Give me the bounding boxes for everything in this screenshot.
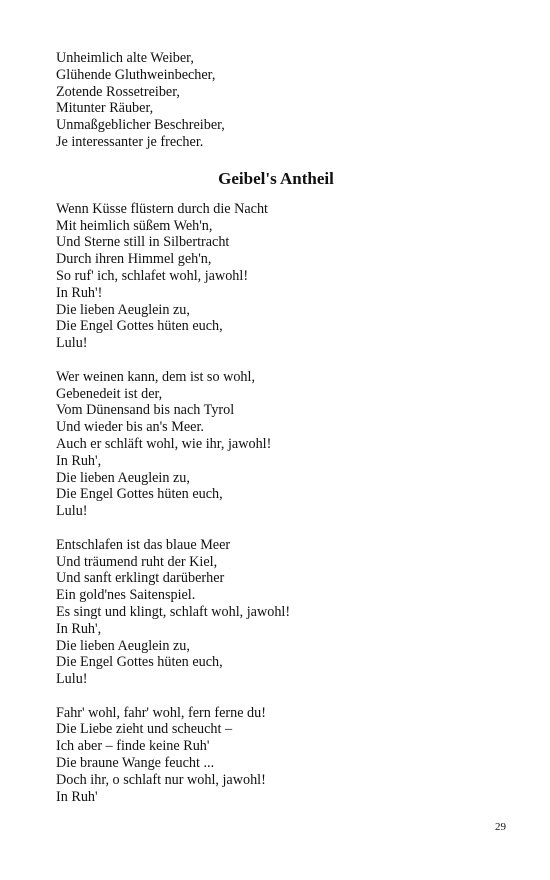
- verse-line: Durch ihren Himmel geh'n,: [56, 251, 212, 268]
- verse-line: Wer weinen kann, dem ist so wohl,: [56, 368, 256, 385]
- verse-line: Und Sterne still in Silbertracht: [56, 234, 230, 251]
- text-block: [56, 50, 516, 805]
- verse-line: Die lieben Aeuglein zu,: [56, 301, 190, 318]
- verse-line: Die Engel Gottes hüten euch,: [56, 318, 223, 335]
- verse-line: Und träumend ruht der Kiel,: [56, 553, 218, 570]
- verse-line: Es singt und klingt, schlaft wohl, jawohl!: [56, 603, 291, 620]
- verse-line: Entschlafen ist das blaue Meer: [56, 536, 231, 553]
- stanza-3: [56, 537, 516, 688]
- page-number: 29: [495, 821, 506, 833]
- stanza-1: [56, 201, 516, 352]
- stanza-2: [56, 369, 516, 520]
- verse-line: Die Engel Gottes hüten euch,: [56, 486, 223, 503]
- verse-line: Auch er schläft wohl, wie ihr, jawohl!: [56, 435, 272, 452]
- verse-line: Die braune Wange feucht ...: [56, 755, 215, 772]
- verse-line: Gebenedeit ist der,: [56, 385, 163, 402]
- verse-line: Wenn Küsse flüstern durch die Nacht: [56, 200, 269, 217]
- verse-line: Ein gold'nes Saitenspiel.: [56, 587, 196, 604]
- verse-line: Die Engel Gottes hüten euch,: [56, 654, 223, 671]
- verse-line: In Ruh'!: [56, 284, 103, 301]
- verse-line: Lulu!: [56, 335, 88, 352]
- verse-line: Lulu!: [56, 503, 88, 520]
- verse-line: In Ruh': [56, 788, 98, 805]
- poem-title: Geibel's Antheil: [218, 168, 334, 188]
- verse-line: Lulu!: [56, 671, 88, 688]
- verse-line: Zotende Rossetreiber,: [56, 83, 180, 100]
- verse-line: Mit heimlich süßem Weh'n,: [56, 217, 213, 234]
- verse-line: Ich aber – finde keine Ruh': [56, 738, 210, 755]
- stanza-4: [56, 705, 516, 806]
- verse-line: Doch ihr, o schlaft nur wohl, jawohl!: [56, 771, 266, 788]
- verse-line: Die lieben Aeuglein zu,: [56, 637, 190, 654]
- verse-line: Glühende Gluthweinbecher,: [56, 66, 216, 83]
- verse-line: Unheimlich alte Weiber,: [56, 50, 194, 66]
- intro-stanza: [56, 50, 516, 151]
- verse-line: Und wieder bis an's Meer.: [56, 419, 204, 436]
- verse-line: In Ruh',: [56, 620, 102, 637]
- verse-line: Je interessanter je frecher.: [56, 133, 204, 150]
- verse-line: Die lieben Aeuglein zu,: [56, 469, 190, 486]
- verse-line: Die Liebe zieht und scheucht –: [56, 721, 233, 738]
- verse-line: Und sanft erklingt darüberher: [56, 570, 225, 587]
- verse-line: Vom Dünensand bis nach Tyrol: [56, 402, 235, 419]
- verse-line: Unmaßgeblicher Beschreiber,: [56, 117, 225, 134]
- verse-line: Mitunter Räuber,: [56, 100, 154, 117]
- verse-line: So ruf' ich, schlafet wohl, jawohl!: [56, 267, 249, 284]
- verse-line: In Ruh',: [56, 452, 102, 469]
- verse-line: Fahr' wohl, fahr' wohl, fern ferne du!: [56, 704, 266, 721]
